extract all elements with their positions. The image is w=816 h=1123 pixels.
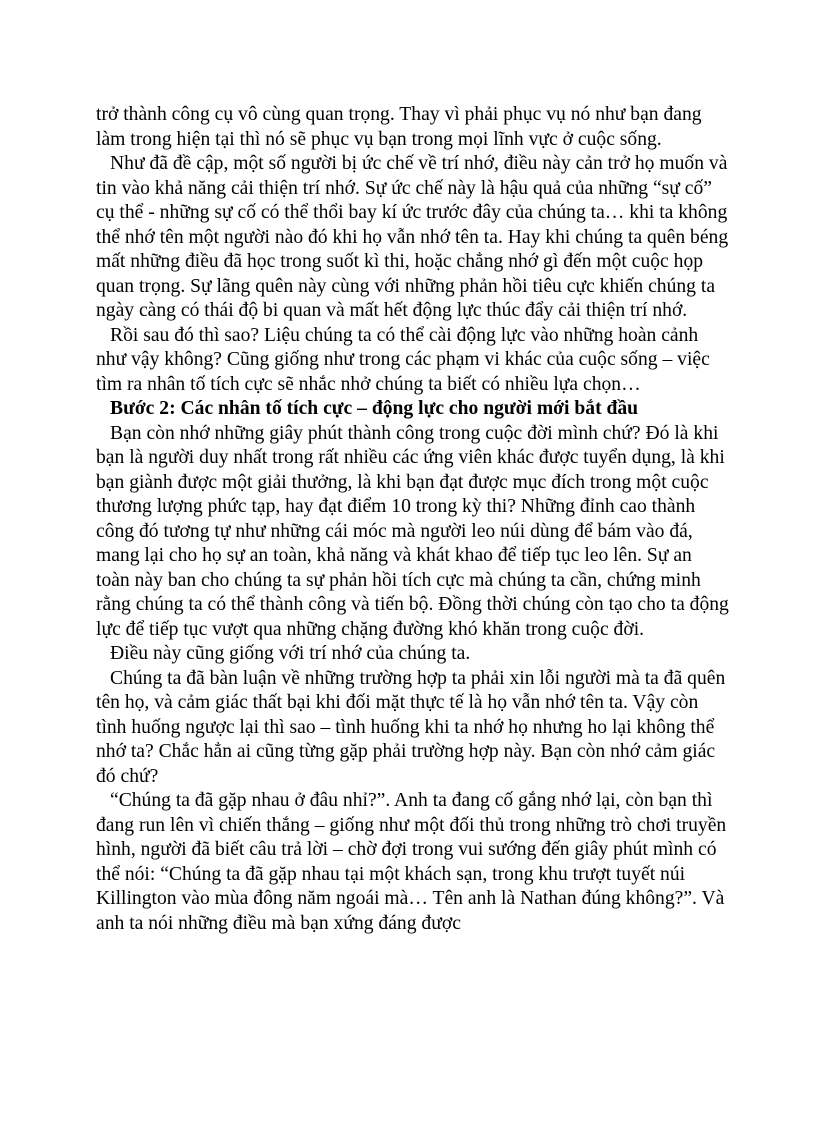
section-heading: Bước 2: Các nhân tố tích cực – động lực cho người mới bắt đầu xyxy=(110,398,639,419)
paragraph: trở thành công cụ vô cùng quan trọng. Thay vì phải phục vụ nó như bạn đang làm trong hiện tại thì nó sẽ phục vụ bạn trong mọi lĩnh vực ở cuộc sống. xyxy=(96,104,702,150)
paragraph: “Chúng ta đã gặp nhau ở đâu nhỉ?”. Anh ta đang cố gắng nhớ lại, còn bạn thì đang run lên vì chiến thắng – giống như một đối thủ trong những trò chơi truyền hình, người đã biết câu trả lời – chờ đợi trong vui sướng đến giây phút mình có thể nói: “Chúng ta đã gặp nhau tại một khách sạn, trong khu trượt tuyết núi Killington vào mùa đông năm ngoái mà… Tên anh là Nathan đúng không?”. Và anh ta nói những điều mà bạn xứng đáng được xyxy=(96,790,727,934)
paragraph: Rồi sau đó thì sao? Liệu chúng ta có thể cài động lực vào những hoàn cảnh như vậy không? Cũng giống như trong các phạm vi khác của cuộc sống – việc tìm ra nhân tố tích cực sẽ nhắc nhở chúng ta biết có nhiều lựa chọn… xyxy=(96,324,710,395)
paragraph: Bạn còn nhớ những giây phút thành công trong cuộc đời mình chứ? Đó là khi bạn là người duy nhất trong rất nhiều các ứng viên khác được tuyển dụng, là khi bạn giành được một giải thưởng, là khi bạn đạt được mục đích trong một cuộc thương lượng phức tạp, hay đạt điểm 10 trong kỳ thi? Những đỉnh cao thành công đó tương tự như những cái móc mà người leo núi dùng để bám vào đá, mang lại cho họ sự an toàn, khả năng và khát khao để tiếp tục leo lên. Sự an toàn này ban cho chúng ta sự phản hồi tích cực mà chúng ta cần, chứng minh rằng chúng ta có thể thành công và tiến bộ. Đồng thời chúng còn tạo cho ta động lực để tiếp tục vượt qua những chặng đường khó khăn trong cuộc đời. xyxy=(96,422,729,640)
document-page xyxy=(96,103,730,936)
paragraph: Như đã đề cập, một số người bị ức chế về trí nhớ, điều này cản trở họ muốn và tin vào khả năng cải thiện trí nhớ. Sự ức chế này là hậu quả của những “sự cố” cụ thể - những sự cố có thể thổi bay kí ức trước đây của chúng ta… khi ta không thể nhớ tên một người nào đó khi họ vẫn nhớ tên ta. Hay khi chúng ta quên béng mất những điều đã học trong suốt kì thi, hoặc chẳng nhớ gì đến một cuộc họp quan trọng. Sự lãng quên này cùng với những phản hồi tiêu cực khiến chúng ta ngày càng có thái độ bi quan và mất hết động lực thúc đẩy cải thiện trí nhớ. xyxy=(96,153,729,321)
paragraph: Chúng ta đã bàn luận về những trường hợp ta phải xin lỗi người mà ta đã quên tên họ, và cảm giác thất bại khi đối mặt thực tế là họ vẫn nhớ tên ta. Vậy còn tình huống ngược lại thì sao – tình huống khi ta nhớ họ nhưng ho lại không thể nhớ ta? Chắc hẳn ai cũng từng gặp phải trường hợp này. Bạn còn nhớ cảm giác đó chứ? xyxy=(96,667,726,787)
paragraph: Điều này cũng giống với trí nhớ của chúng ta. xyxy=(110,643,471,664)
